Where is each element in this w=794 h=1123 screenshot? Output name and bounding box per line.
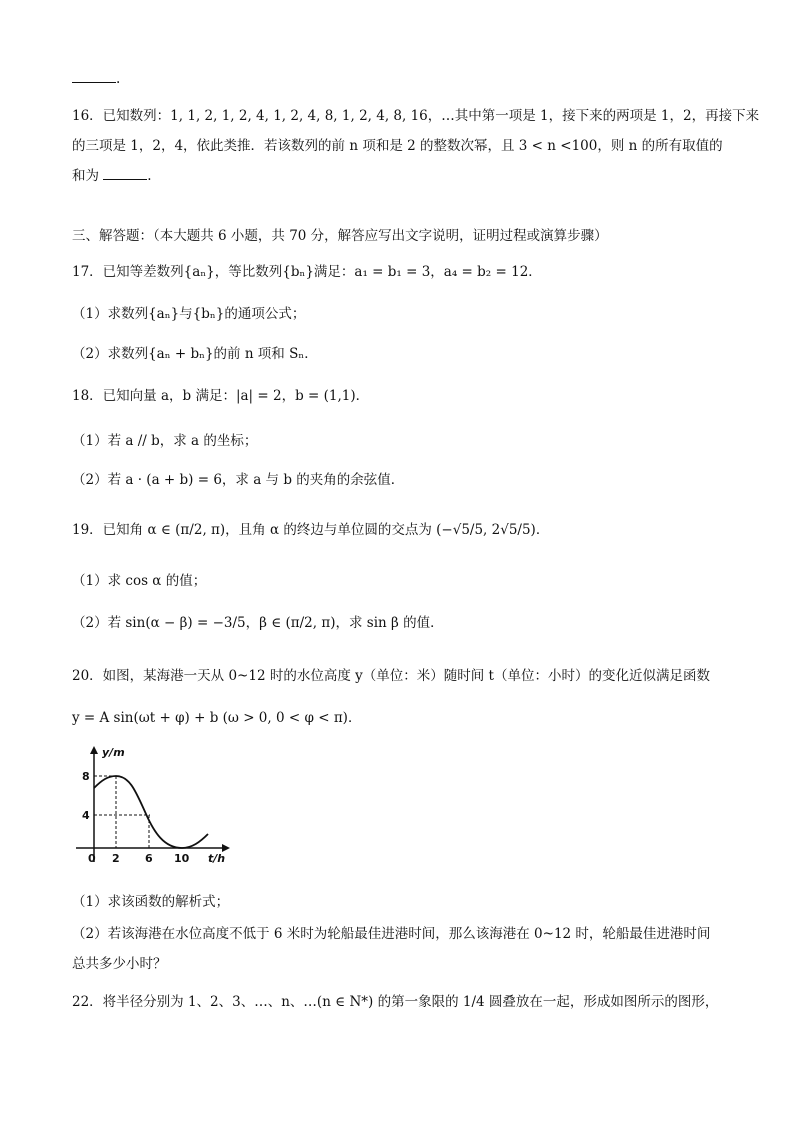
- question-18-part-2: （2）若 a · (a + b) = 6，求 a 与 b 的夹角的余弦值．: [72, 472, 405, 488]
- question-20-part-2-line-1: （2）若该海港在水位高度不低于 6 米时为轮船最佳进港时间，那么该海港在 0~12 时，轮船最佳进港时间: [72, 926, 711, 942]
- question-16-line-1: 16．已知数列：1, 1, 2, 1, 2, 4, 1, 2, 4, 8, 1, 2, 4, 8, 16，…其中第一项是 1，接下来的两项是 1，2，再接下来: [72, 108, 760, 124]
- y-tick-label: 8: [82, 770, 90, 783]
- question-19-part-2: （2）若 sin(α − β) = −3/5，β ∈ (π/2, π)，求 sin β 的值．: [72, 615, 444, 631]
- x-axis-label: t/h: [208, 852, 226, 865]
- question-20-part-1: （1）求该函数的解析式；: [72, 894, 230, 910]
- question-20-formula: y = A sin(ωt + φ) + b (ω > 0, 0 < φ < π)．: [72, 710, 362, 726]
- question-20-line-1: 20．如图，某海港一天从 0~12 时的水位高度 y（单位：米）随时间 t（单位：小时）的变化近似满足函数: [72, 668, 710, 684]
- question-22: 22．将半径分别为 1、2、3、…、n、…(n ∈ N*) 的第一象限的 1/4 圆叠放在一起，形成如图所示的图形，: [72, 994, 719, 1010]
- question-19: 19．已知角 α ∈ (π/2, π)，且角 α 的终边与单位圆的交点为 (−√5/5, 2√5/5)．: [72, 522, 550, 538]
- x-tick-label: 10: [174, 852, 190, 865]
- answer-blank: [103, 167, 147, 180]
- x-tick-label: 0: [88, 852, 96, 865]
- prev-answer-blank: .: [72, 70, 120, 87]
- section-3-heading: 三、解答题：（本大题共 6 小题，共 70 分，解答应写出文字说明，证明过程或演算步骤）: [72, 228, 608, 244]
- x-axis-arrow: [222, 844, 230, 852]
- water-level-curve: [94, 776, 208, 848]
- question-18-part-1: （1）若 a // b，求 a 的坐标；: [72, 433, 258, 449]
- y-tick-label: 4: [82, 809, 90, 822]
- question-18: 18．已知向量 a，b 满足：|a| = 2，b = (1,1)．: [72, 388, 370, 404]
- question-20-part-2-line-2: 总共多少小时？: [72, 956, 167, 972]
- y-axis-arrow: [90, 746, 98, 754]
- question-16-line-2: 的三项是 1，2，4，依此类推．若该数列的前 n 项和是 2 的整数次幂，且 3 < n <100，则 n 的所有取值的: [72, 138, 723, 154]
- question-16-line-3: 和为 .: [72, 168, 152, 184]
- question-17-part-2: （2）求数列{aₙ + bₙ}的前 n 项和 Sₙ．: [72, 346, 318, 362]
- water-level-graph: [74, 742, 234, 866]
- x-tick-label: 2: [112, 852, 120, 865]
- question-19-part-1: （1）求 cos α 的值；: [72, 573, 207, 589]
- y-axis-label: y/m: [102, 746, 125, 759]
- x-tick-label: 6: [145, 852, 153, 865]
- question-17: 17．已知等差数列{aₙ}，等比数列{bₙ}满足：a₁ = b₁ = 3，a₄ = b₂ = 12．: [72, 264, 542, 280]
- answer-blank: [72, 70, 116, 83]
- question-17-part-1: （1）求数列{aₙ}与{bₙ}的通项公式；: [72, 306, 306, 322]
